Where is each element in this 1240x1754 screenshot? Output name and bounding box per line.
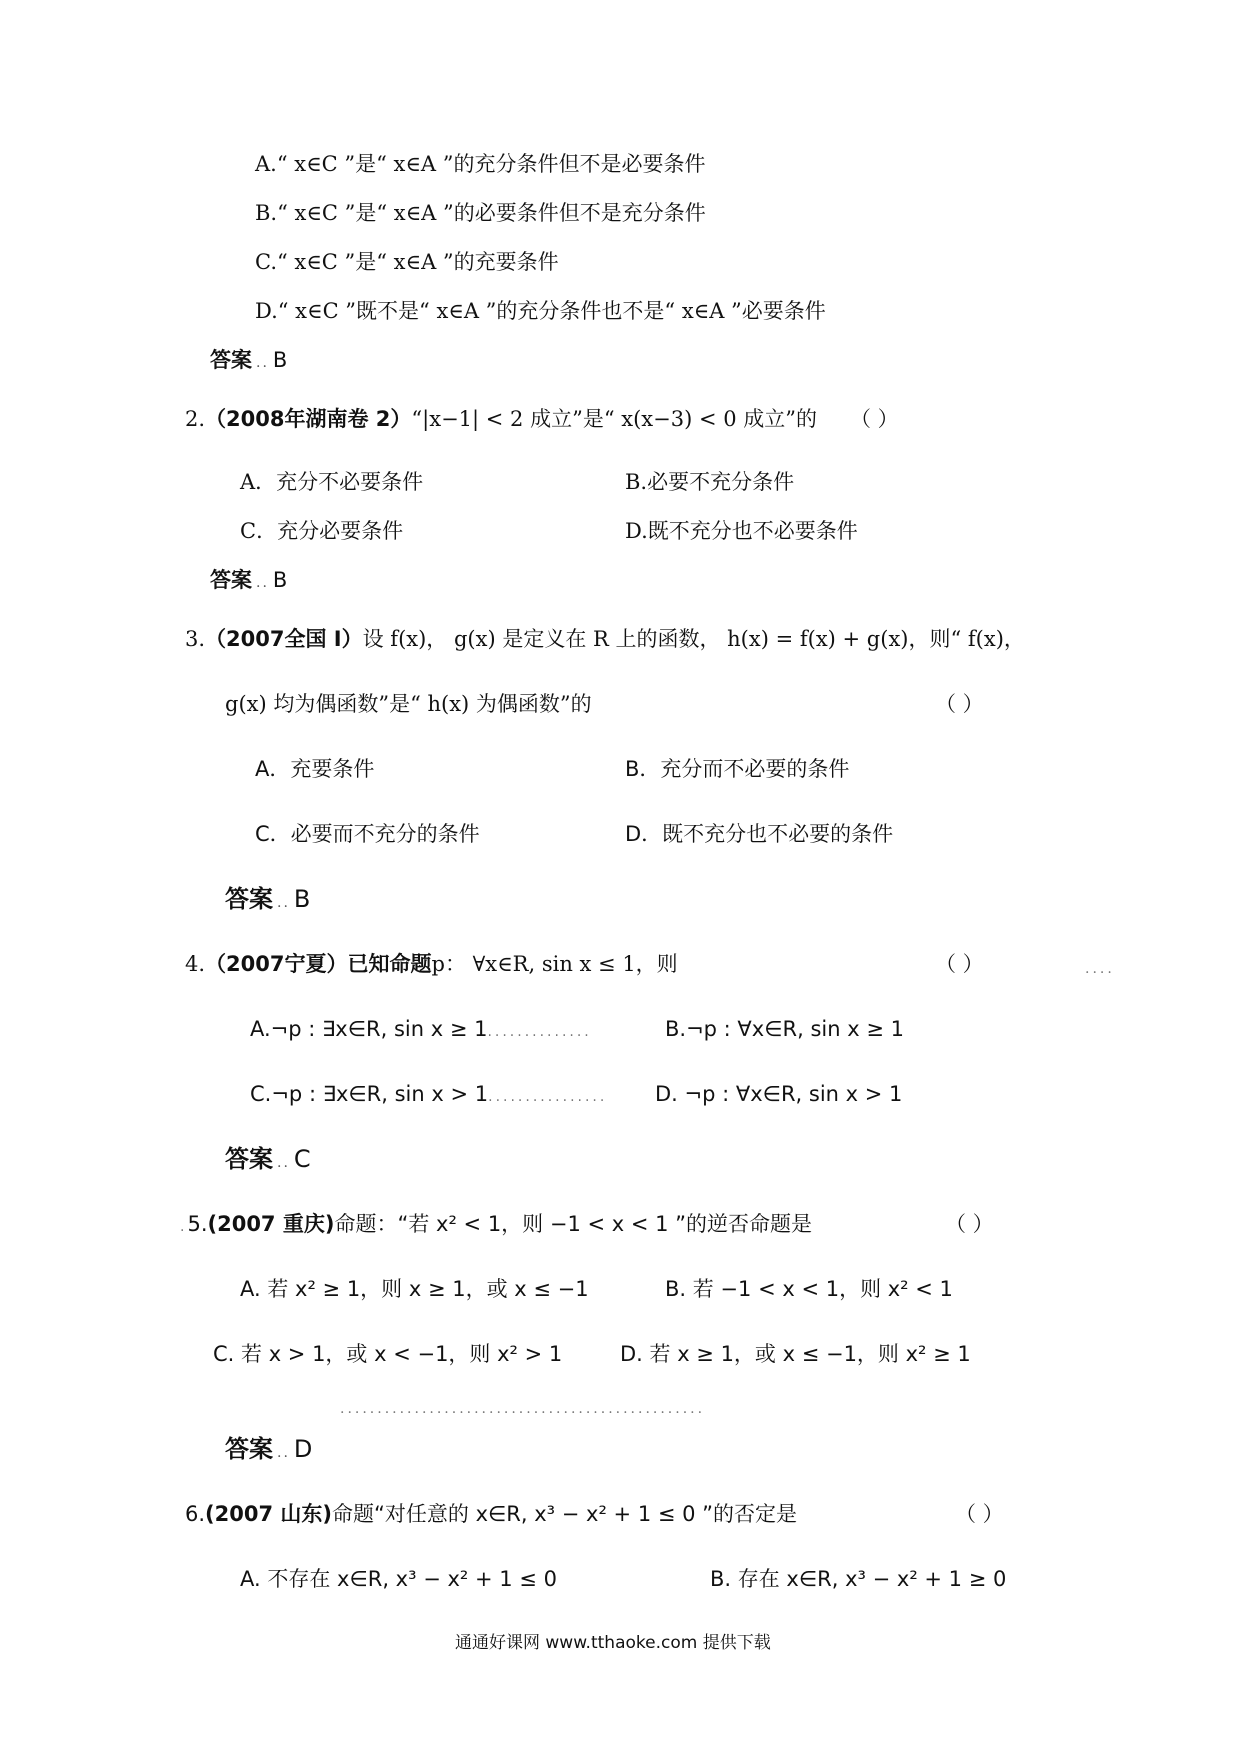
q2-option-d: D.既不充分也不必要条件 (625, 519, 858, 543)
answer-value: B (293, 885, 311, 913)
answer-value: C (293, 1145, 311, 1173)
question-number: 6. (185, 1502, 206, 1526)
q5-option-c: C. 若 x > 1，或 x < −1，则 x² > 1 (213, 1342, 563, 1366)
answer-paren: （ ） (945, 1212, 994, 1236)
q4-option-b: B.¬p : ∀x∈R, sin x ≥ 1 (665, 1017, 904, 1041)
q5-option-b: B. 若 −1 < x < 1，则 x² < 1 (665, 1277, 953, 1301)
q5-option-a: A. 若 x² ≥ 1，则 x ≥ 1，或 x ≤ −1 (240, 1277, 589, 1301)
answer-label: 答案 (225, 885, 273, 913)
answer-label: 答案 (225, 1435, 273, 1463)
question-text: 命题：“若 x² < 1，则 −1 < x < 1 ”的逆否命题是 (334, 1212, 813, 1236)
q5-answer-line: 答案 .. D (225, 1435, 313, 1463)
question-text: 设 f(x)， g(x) 是定义在 R 上的函数， h(x) = f(x) + g(x)，则“ f(x)， (362, 627, 1025, 651)
question-source: (2007 山东) (205, 1502, 333, 1526)
question-source: （2007全国 I） (205, 627, 363, 651)
answer-label: 答案 (225, 1145, 273, 1173)
question-text: p： ∀x∈R, sin x ≤ 1，则 (431, 952, 678, 976)
q2-option-a: A．充分不必要条件 (240, 470, 424, 494)
q3-stem-line2: g(x) 均为偶函数”是“ h(x) 为偶函数”的 (225, 692, 592, 716)
question-text: 命题“对任意的 x∈R, x³ − x² + 1 ≤ 0 ”的否定是 (332, 1502, 798, 1526)
answer-label: 答案 (210, 568, 252, 592)
answer-value: D (293, 1435, 313, 1463)
answer-label: 答案 (210, 348, 252, 372)
question-source: （2008年湖南卷 2） (205, 407, 412, 431)
question-number: 3. (185, 627, 206, 651)
q4-option-a: A.¬p : ∃x∈R, sin x ≥ 1.............. (250, 1017, 592, 1041)
question-number: 2. (185, 407, 206, 431)
answer-paren: （ ） (935, 692, 984, 716)
q2-option-b: B.必要不充分条件 (625, 470, 795, 494)
question-number: 4. (185, 952, 206, 976)
q3-option-a: A．充要条件 (255, 757, 375, 781)
q3-answer-line: 答案 .. B (225, 885, 311, 913)
q3-stem-line1 (185, 625, 1025, 653)
page-footer: 通通好课网 www.tthaoke.com 提供下载 (455, 1633, 771, 1653)
q6-stem (185, 1500, 797, 1528)
dotted-divider: ................................................. (340, 1401, 706, 1417)
trailing-dots: .... (1085, 961, 1115, 977)
q1-option-c: C.“ x∈C ”是“ x∈A ”的充要条件 (255, 250, 559, 274)
answer-value: B (272, 348, 288, 372)
q1-option-d: D.“ x∈C ”既不是“ x∈A ”的充分条件也不是“ x∈A ”必要条件 (255, 299, 826, 323)
q2-stem (185, 405, 817, 433)
q1-option-a: A.“ x∈C ”是“ x∈A ”的充分条件但不是必要条件 (255, 152, 706, 176)
question-source: （2007宁夏）已知命题 (205, 952, 432, 976)
q1-answer-line: 答案 .. B (210, 348, 288, 372)
q4-option-c: C.¬p : ∃x∈R, sin x > 1................ (250, 1082, 608, 1106)
q4-stem (185, 950, 678, 978)
q2-answer-line: 答案 .. B (210, 568, 288, 592)
q5-option-d: D. 若 x ≥ 1，或 x ≤ −1，则 x² ≥ 1 (620, 1342, 971, 1366)
question-source: (2007 重庆) (207, 1212, 335, 1236)
q4-answer-line: 答案 .. C (225, 1145, 311, 1173)
answer-paren: （ ） (955, 1502, 1004, 1526)
question-number: 5. (187, 1212, 208, 1236)
question-text: “|x−1| < 2 成立”是“ x(x−3) < 0 成立”的 (411, 407, 817, 431)
answer-value: B (272, 568, 288, 592)
answer-paren: （ ） (850, 407, 899, 431)
q6-option-a: A. 不存在 x∈R, x³ − x² + 1 ≤ 0 (240, 1567, 557, 1591)
q3-option-d: D．既不充分也不必要的条件 (625, 822, 894, 846)
q6-option-b: B. 存在 x∈R, x³ − x² + 1 ≥ 0 (710, 1567, 1007, 1591)
q1-option-b: B.“ x∈C ”是“ x∈A ”的必要条件但不是充分条件 (255, 201, 706, 225)
q4-option-d: D. ¬p : ∀x∈R, sin x > 1 (655, 1082, 903, 1106)
q2-option-c: C．充分必要条件 (240, 519, 404, 543)
q3-option-c: C．必要而不充分的条件 (255, 822, 480, 846)
q3-option-b: B．充分而不必要的条件 (625, 757, 850, 781)
q5-stem: .5.(2007 重庆)命题：“若 x² < 1，则 −1 < x < 1 ”的逆否命题是 (180, 1212, 813, 1236)
answer-paren: （ ） (935, 952, 984, 976)
